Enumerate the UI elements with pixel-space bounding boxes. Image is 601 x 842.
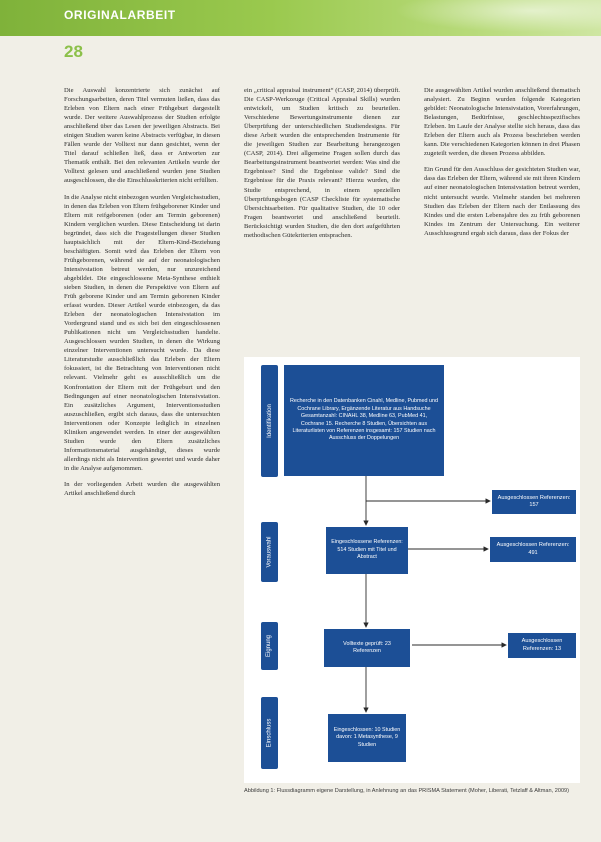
paragraph: Die Auswahl konzentrierte sich zunächst auf Forschungsarbeiten, deren Titel vermuten ließen, dass das Erleben von Eltern nach einer Frühgeburt dargestellt wurde. Der weitere Auswahlprozess der Studien erfolgte anschließend über das Lesen der jeweiligen Abstracts. Bei einigen Studien waren keine Abstracts verfügbar, in diesen Fällen wurde der Volltext nur dann gesichtet, wenn der Titel darauf schließen ließ, dass er Antworten zur Thematik enthält. Bei den relevanten Artikeln wurde der Volltext gelesen und anschließend wurden jene Studien ausgeschlossen, die die Einschlusskriterien nicht erfüllten. [64,87,220,185]
eligibility-box: Volltexte geprüft: 23 Referenzen [324,629,410,667]
identification-box: Recherche in den Datenbanken Cinahl, Medline, Pubmed und Cochrane Library, Ergänzende Literatur aus Handsuche Gesamtanzahl: CINAHL 38, Medline 63, PubMed 41, Cochrane 15. Recherche 8 Studien, Übersichten aus Literaturlisten von Referenzen insgesamt: 157 Studien nach Ausschluss der Doppelungen [284,365,444,476]
text-column-2 [244,86,400,247]
paragraph: In die Analyse nicht einbezogen wurden Vergleichsstudien, in denen das Erleben von Eltern frühgeborener Kinder und Eltern mit reifgeborenen (oder am Termin geborenen) Kindern verglichen wurden. Diese Entscheidung ist darin begründet, dass sich die Fragestellungen dieser Studien hauptsächlich mit der Eltern-Kind-Beziehung beschäftigten. Somit wird das Erleben der Eltern von Frühgeborenen, während sie auf der neonatologischen Intensivstation betreut werden, nur unzureichend abgebildet. Die eingeschlossene Meta-Synthese enthielt sieben Studien, in denen die Perspektive von Eltern auf Früh geborene Kinder und am Termin geborenen Kinder erfasst wurden. Dieser Artikel wurde einbezogen, da das Erleben der neonatologischen Intensivstation im Vordergrund stand und es sich bei den eingeschlossenen Publikationen nicht um Vergleichsstudien handelte. Ausgeschlossen wurden Studien, in denen die Wirkung einzelner Interventionen untersucht wurde. Da diese Literaturstudie ausschließlich das Erleben der Eltern fokussiert, ist die Betrachtung von Interventionen nicht relevant. Vielmehr geht es ausschließlich um die Konfrontation der Eltern mit der Frühgeburt und den Bedingungen auf einer neonatologischen Intensivstation. Ein zusätzliches Argument, Interventionsstudien auszuschließen, ergibt sich daraus, dass die untersuchten Interventionen oder Konzepte lediglich in einzelnen Kliniken angewendet werden. In einer der ausgewählten Studien wurde den Eltern zusätzliches Informationsmaterial ausgehändigt, dieses wurde allerdings nicht als Intervention gewertet und wurde daher in die Analyse aufgenommen. [64,193,220,472]
paragraph: In der vorliegenden Arbeit wurden die ausgewählten Artikel anschließend durch [64,480,220,498]
page-number: 28 [64,42,83,61]
screening-box: Eingeschlossene Referenzen: 514 Studien mit Titel und Abstract [326,527,408,574]
excluded-box-3: Ausgeschlossen Referenzen: 13 [508,633,576,658]
figure-caption: Abbildung 1: Flussdiagramm eigene Darstellung, in Anlehnung an das PRISMA Statement (Moher, Liberati, Tetzlaff & Altman, 2009) [244,788,570,794]
phase-eligibility: Eignung [261,622,278,670]
phase-included: Einschluss [261,697,278,769]
text-column-1 [64,86,220,505]
paragraph: Ein Grund für den Ausschluss der gesichteten Studien war, dass das Erleben der Eltern, während sie mit ihren Kindern auf einer neonatologischen Intensivstation betreut werden, nicht untersucht wurde. Vielmehr standen bei mehreren Studien das Erleben der Eltern nach der Entlassung des Kindes und die ersten Lebensjahre des zu früh geborenen Kindes im Zentrum der Untersuchung. Ein weiterer Ausschlussgrund ergab sich daraus, dass der Fokus der [424,166,580,237]
excluded-box-1: Ausgeschlossen Referenzen: 157 [492,490,576,514]
phase-identification: Identifikation [261,365,278,477]
paragraph: Die ausgewählten Artikel wurden anschließend thematisch analysiert. Zu Beginn wurden folgende Kategorien gebildet: Neonatologische Intensivstation, Vorerfahrungen, Belastungen, Bedürfnisse, geschlechtsspezifisches Erleben. Im Laufe der Analyse stellte sich heraus, dass das Erleben der Eltern auch als Prozess beschrieben werden kann. Die verschiedenen Kategorien können in drei Phasen zugeteilt werden, die diesen Prozess abbilden. [424,87,580,158]
prisma-flow-diagram [244,357,580,783]
section-label: ORIGINALARBEIT [64,8,176,22]
excluded-box-2: Ausgeschlossen Referenzen: 491 [490,537,576,562]
included-box: Eingeschlossen: 10 Studien davon: 1 Metasynthese, 9 Studien [328,714,406,762]
text-column-3 [424,86,580,245]
phase-screening: Vorauswahl [261,522,278,582]
paragraph: ein „critical appraisal instrument“ (CASP, 2014) überprüft. Die CASP-Werkzeuge (Critical Appraisal Skills) wurden entwickelt, um Studien kritisch zu beurteilen. Verschiedene Bewertungsinstrumente dienen zur Überprüfung der unterschiedlichen Studiendesigns. Für diese Arbeit wurden die entsprechenden Instrumente für die jeweiligen Studien zur Bearbeitung herangezogen (CASP, 2014). Drei allgemeine Fragen sollen durch das Bearbeitungsinstrument beantwortet werden: Was sind die Ergebnisse? Sind die Ergebnisse valide? Sind die Ergebnisse für die Praxis relevant? Hierzu wurden, die Studie entsprechend, in einem speziellen Überprüfungsbogen (CASP Checkliste für systematische Übersichtsarbeiten. Für qualitative Studien, die 10 oder Fragen beantwortet und anschließend beurteilt. Berücksichtigt wurden Studien, die den dort aufgeführten methodischen Gütekriterien entsprachen. [244,87,400,239]
